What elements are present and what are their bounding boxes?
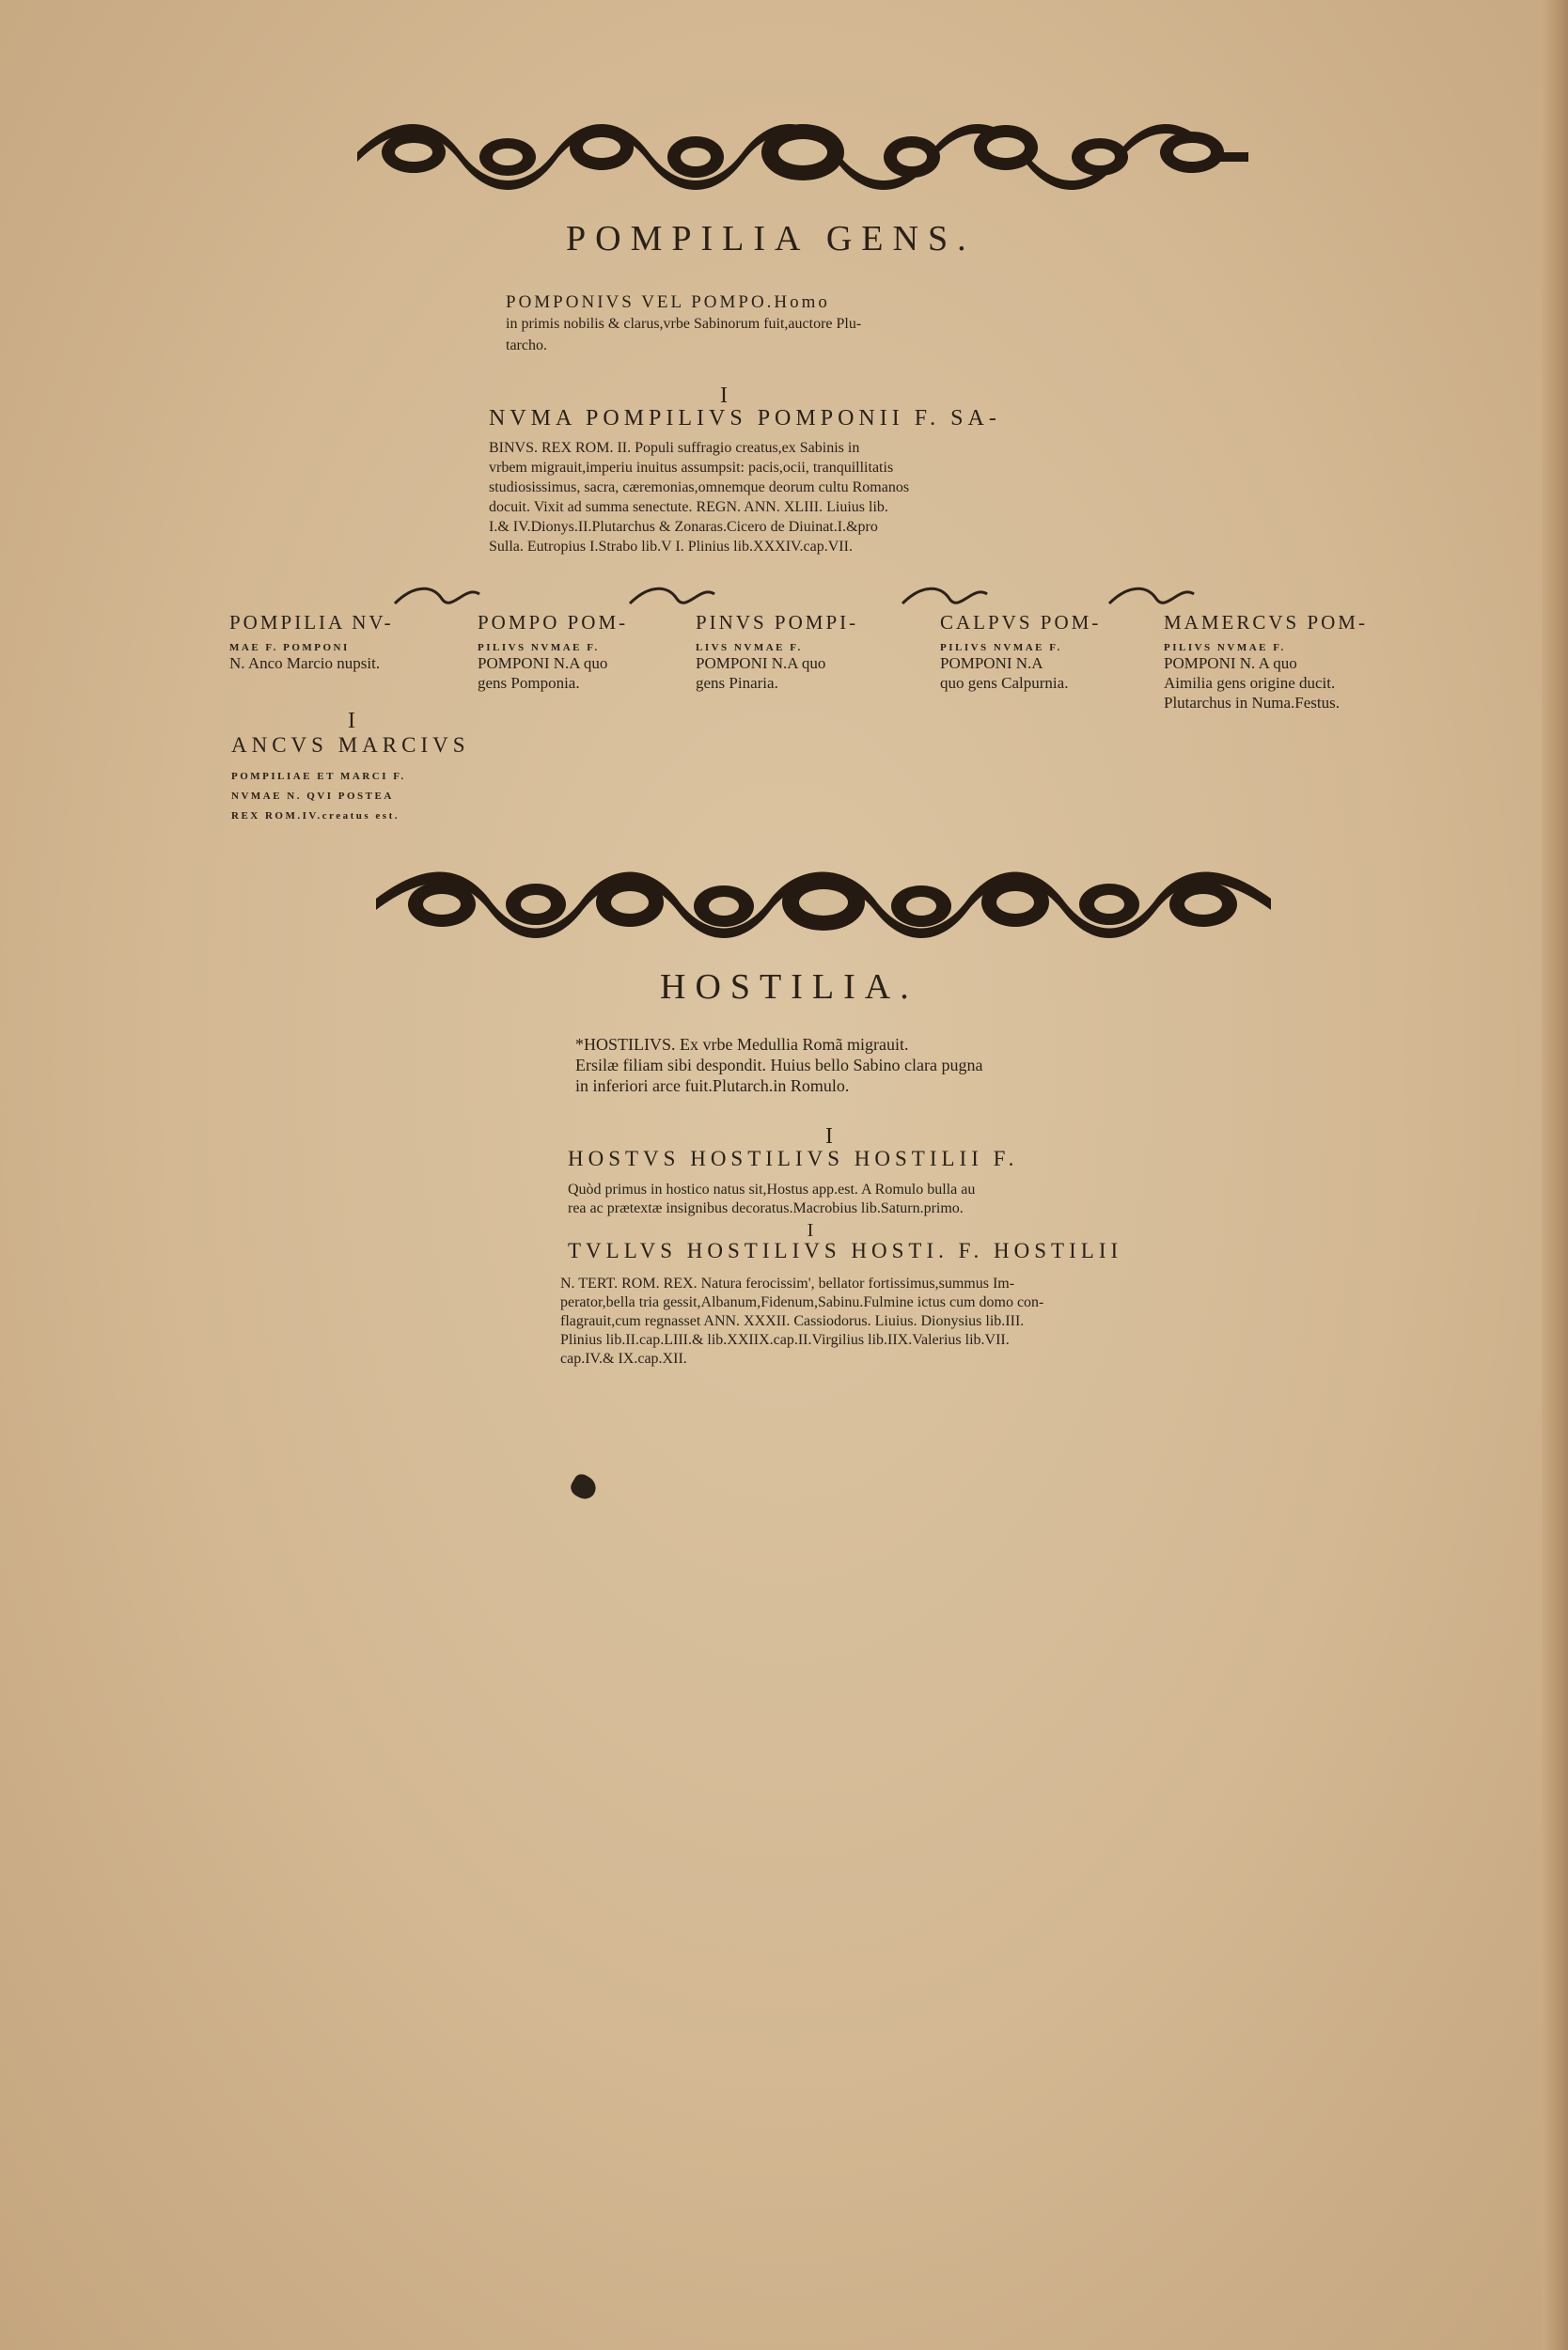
column-heading: MAMERCVS POM- (1164, 611, 1368, 634)
tullus-line: perator,bella tria gessit,Albanum,Fidenum,Sabinu.Fulmine ictus cum domo con- (560, 1294, 1044, 1310)
column-subheading: MAE F. POMPONI (229, 642, 350, 653)
numa-line: I.& IV.Dionys.II.Plutarchus & Zonaras.Cicero de Diuinat.I.&pro (489, 519, 878, 535)
column-line: POMPONI N. A quo (1164, 654, 1297, 672)
column-line: gens Pomponia. (478, 674, 580, 692)
column-subheading: LIVS NVMAE F. (696, 642, 803, 653)
numa-text (489, 438, 1090, 556)
ancus-line: NVMAE N. QVI POSTEA (231, 791, 394, 802)
hostus-numeral: I (825, 1124, 833, 1149)
column-4 (940, 611, 1156, 693)
intro-line: in inferiori arce fuit.Plutarch.in Romulo. (575, 1076, 850, 1095)
column-heading: POMPILIA NV- (229, 611, 394, 634)
hostilia-title: HOSTILIA. (660, 967, 918, 1007)
numa-line: vrbem migrauit,imperiu inuitus assumpsit: pacis,ocii, tranquillitatis (489, 460, 894, 476)
tullus-heading: TVLLVS HOSTILIVS HOSTI. F. HOSTILII (568, 1239, 1123, 1262)
tullus-numeral: I (807, 1220, 814, 1241)
intro-line: tarcho. (506, 337, 547, 353)
column-line: POMPONI N.A quo (478, 654, 608, 672)
column-subheading: PILIVS NVMAE F. (1164, 642, 1286, 653)
column-subheading: PILIVS NVMAE F. (478, 642, 600, 653)
hostus-text (568, 1181, 975, 1218)
ancus-line: POMPILIAE ET MARCI F. (231, 771, 406, 782)
tullus-text (560, 1275, 1043, 1369)
column-line: Plutarchus in Numa.Festus. (1164, 694, 1340, 712)
ancus-numeral: I (348, 709, 355, 733)
intro-line: *HOSTILIVS. Ex vrbe Medullia Romã migrauit. (575, 1035, 909, 1054)
pompilia-title: POMPILIA GENS. (566, 219, 976, 258)
column-line: Aimilia gens origine ducit. (1164, 674, 1336, 692)
column-heading: CALPVS POM- (940, 611, 1102, 634)
numa-line: studiosissimus, sacra, cæremonias,omnemque deorum cultu Romanos (489, 479, 910, 495)
hostus-line: rea ac prætextæ insignibus decoratus.Macrobius lib.Saturn.primo. (568, 1200, 964, 1216)
numa-heading: NVMA POMPILIVS POMPONII F. SA- (489, 406, 1001, 431)
ancus-line: REX ROM.IV.creatus est. (231, 810, 400, 822)
top-ornament (357, 105, 1248, 199)
page-edge (1542, 0, 1568, 2350)
hostilia-intro (575, 1034, 982, 1096)
hostus-line: Quòd primus in hostico natus sit,Hostus app.est. A Romulo bulla au (568, 1182, 976, 1198)
tullus-line: Plinius lib.II.cap.LIII.& lib.XXIIX.cap.II.Virgilius lib.IIX.Valerius lib.VII. (560, 1332, 1010, 1348)
tullus-line: N. TERT. ROM. REX. Natura ferocissim', bellator fortissimus,summus Im- (560, 1276, 1015, 1292)
column-line: POMPONI N.A (940, 654, 1043, 672)
column-subheading: PILIVS NVMAE F. (940, 642, 1062, 653)
numa-line: docuit. Vixit ad summa senectute. REGN. ANN. XLIII. Liuius lib. (489, 499, 888, 515)
column-2 (478, 611, 694, 693)
column-heading: POMPO POM- (478, 611, 629, 634)
hostus-heading: HOSTVS HOSTILIVS HOSTILII F. (568, 1147, 1019, 1170)
column-line: N. Anco Marcio nupsit. (229, 654, 381, 672)
column-line: quo gens Calpurnia. (940, 674, 1069, 692)
column-line: POMPONI N.A quo (696, 654, 826, 672)
tullus-line: cap.IV.& IX.cap.XII. (560, 1351, 687, 1367)
numa-numeral: I (720, 384, 728, 408)
pompilia-intro (506, 291, 1032, 356)
intro-line: Ersilæ filiam sibi despondit. Huius bello Sabino clara pugna (575, 1056, 983, 1074)
column-heading: PINVS POMPI- (696, 611, 859, 634)
middle-ornament (376, 857, 1271, 949)
intro-line: in primis nobilis & clarus,vrbe Sabinorum fuit,auctore Plu- (506, 316, 862, 332)
column-1 (229, 611, 464, 673)
column-line: gens Pinaria. (696, 674, 778, 692)
tullus-line: flagrauit,cum regnasset ANN. XXXII. Cassiodorus. Liuius. Dionysius lib.III. (560, 1313, 1025, 1329)
genealogy-swashes (376, 575, 1222, 613)
numa-line: Sulla. Eutropius I.Strabo lib.V I. Plinius lib.XXXIV.cap.VII. (489, 539, 853, 555)
ancus-heading: ANCVS MARCIVS (231, 733, 470, 757)
column-3 (696, 611, 912, 693)
intro-line: POMPONIVS VEL POMPO.Homo (506, 292, 830, 312)
ancus-text (231, 767, 406, 826)
numa-line: BINVS. REX ROM. II. Populi suffragio creatus,ex Sabinis in (489, 440, 860, 456)
column-5 (1164, 611, 1408, 713)
